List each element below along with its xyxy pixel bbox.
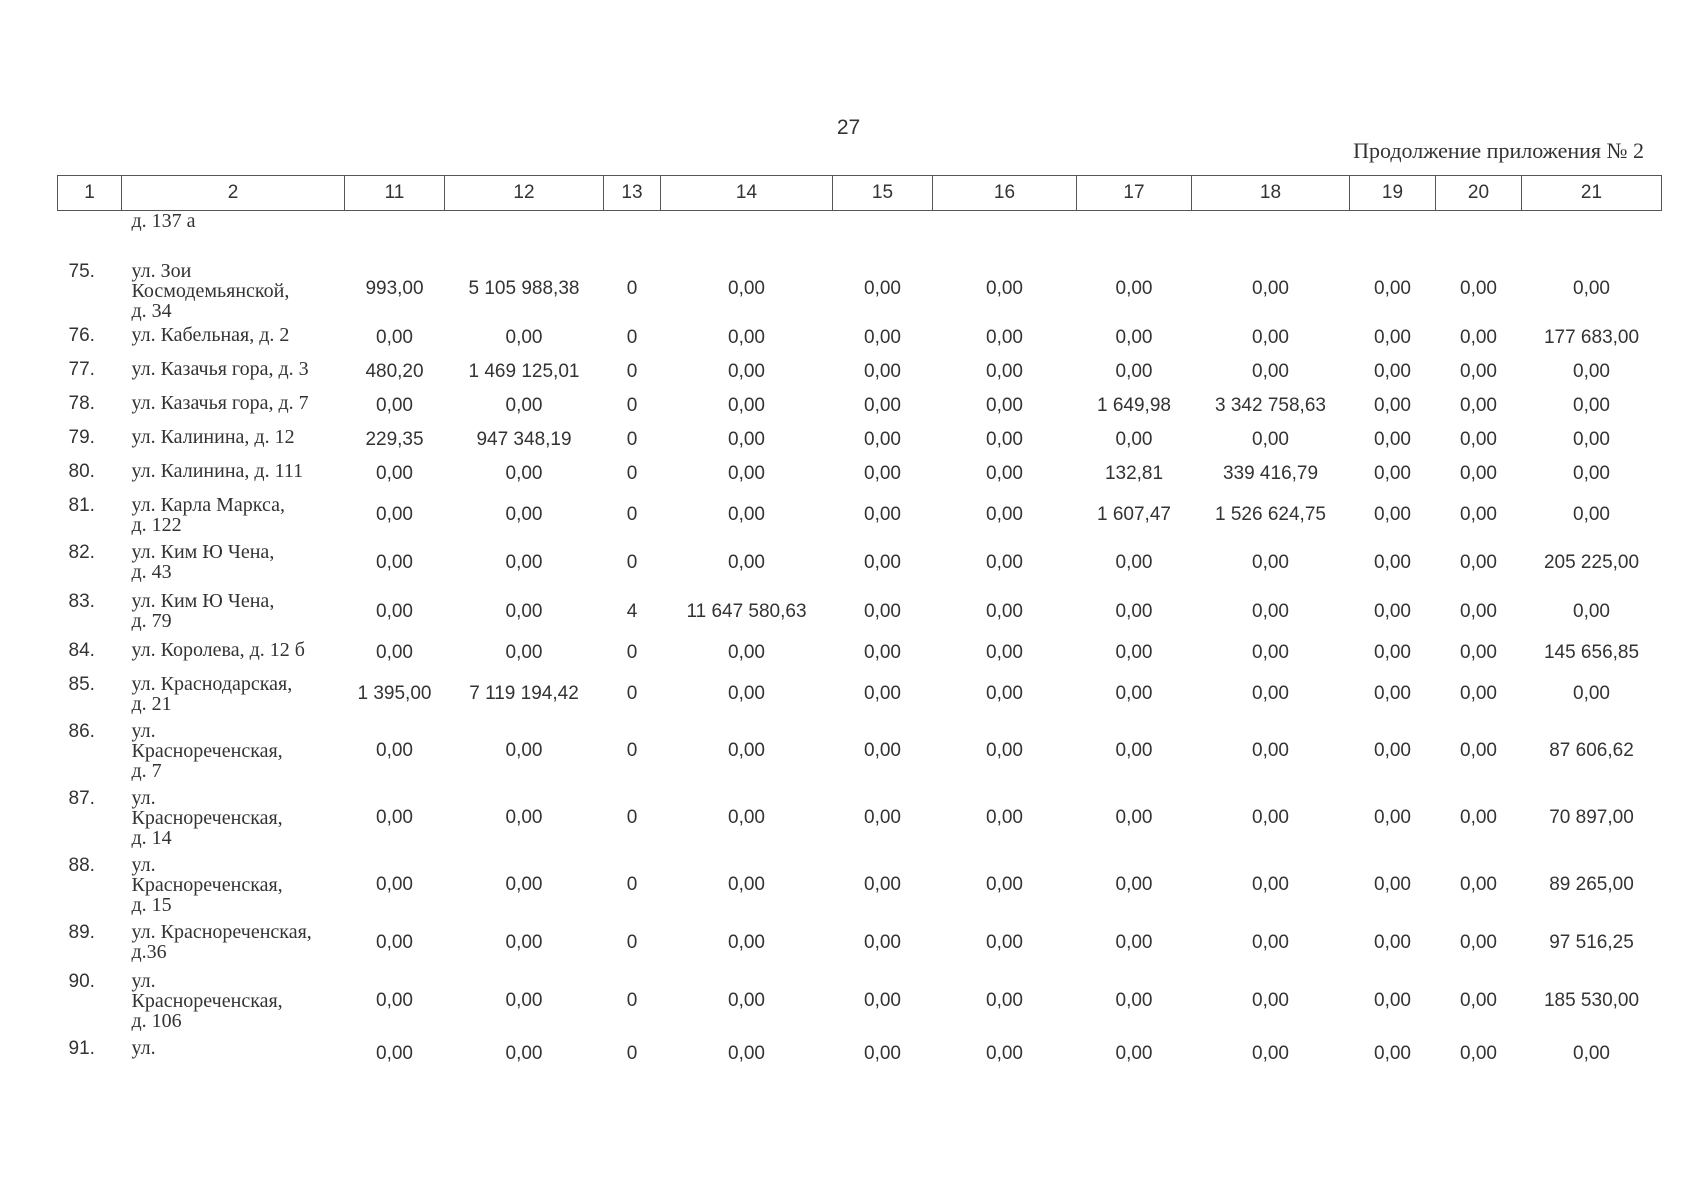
table-row [58, 389, 1662, 423]
value-cell-col-14: 0,00 [728, 642, 765, 663]
row-number: 80. [68, 460, 95, 482]
value-cell-col-21: 205 225,00 [1543, 551, 1640, 573]
table-row [58, 423, 1662, 457]
table-row [58, 587, 1662, 636]
value-cell-col-13: 0 [626, 278, 638, 299]
value-cell-col-19: 0,00 [1374, 600, 1411, 622]
value-cell-col-12: 0,00 [505, 739, 543, 761]
value-cell-col-17: 0,00 [1115, 278, 1153, 299]
address-cell: ул. Краснореченская, д. 106 [131, 969, 283, 1032]
value-cell-col-12: 0,00 [505, 395, 543, 416]
table-header [58, 176, 1662, 211]
value-cell-col-18: 0,00 [1252, 739, 1289, 761]
value-cell-col-13: 0 [626, 989, 638, 1011]
address-cell: ул. Краснореченская, д.36 [131, 920, 312, 963]
value-cell-col-11: 0,00 [376, 1043, 413, 1064]
value-cell-col-16: 0,00 [986, 551, 1023, 573]
table-row [58, 257, 1662, 321]
value-cell-col-15: 0,00 [864, 361, 901, 382]
value-cell-col-14: 0,00 [728, 989, 765, 1011]
value-cell-col-21: 0,00 [1573, 600, 1610, 622]
value-cell-col-21: 70 897,00 [1549, 806, 1634, 828]
value-cell-col-11: 1 395,00 [357, 682, 432, 704]
value-cell-col-19: 0,00 [1374, 642, 1411, 663]
value-cell-col-21: 87 606,62 [1549, 739, 1634, 761]
address-cell: ул. Казачья гора, д. 7 [131, 391, 309, 414]
page-number: 27 [836, 116, 861, 139]
value-cell-col-18: 0,00 [1252, 1043, 1289, 1064]
value-cell-col-11: 0,00 [376, 551, 413, 573]
value-cell-col-14: 0,00 [728, 395, 765, 416]
value-cell-col-15: 0,00 [864, 682, 901, 704]
value-cell-col-16: 0,00 [986, 931, 1023, 953]
table-row [58, 457, 1662, 491]
table-row [58, 717, 1662, 784]
column-header: 20 [1436, 176, 1522, 211]
value-cell-col-19: 0,00 [1374, 989, 1411, 1011]
value-cell-col-17: 0,00 [1115, 989, 1153, 1011]
value-cell-col-17: 0,00 [1115, 429, 1153, 450]
value-cell-col-18: 0,00 [1252, 278, 1289, 299]
value-cell-col-11: 480,20 [365, 361, 424, 382]
value-cell-col-17: 0,00 [1115, 806, 1153, 828]
value-cell-col-20: 0,00 [1460, 1043, 1497, 1064]
address-cell: ул. Королева, д. 12 б [131, 638, 305, 661]
value-cell-col-12: 947 348,19 [476, 429, 572, 450]
value-cell-col-19: 0,00 [1374, 806, 1411, 828]
value-cell-col-21: 177 683,00 [1543, 327, 1640, 348]
row-number: 82. [68, 541, 95, 563]
value-cell-col-12: 0,00 [505, 931, 543, 953]
column-header: 1 [58, 176, 122, 211]
value-cell-col-13: 0 [626, 739, 638, 761]
table-row [58, 918, 1662, 967]
table-row [58, 491, 1662, 538]
address-cell: ул. Краснореченская, д. 15 [131, 853, 283, 916]
row-number: 77. [68, 358, 95, 380]
row-number: 85. [68, 673, 95, 695]
column-header: 19 [1350, 176, 1436, 211]
value-cell-col-18: 0,00 [1252, 989, 1289, 1011]
value-cell-col-11: 993,00 [365, 278, 424, 299]
column-header: 14 [661, 176, 833, 211]
value-cell-col-16: 0,00 [986, 642, 1023, 663]
value-cell-col-18: 339 416,79 [1222, 463, 1319, 484]
value-cell-col-19: 0,00 [1374, 463, 1411, 484]
row-number: 89. [68, 921, 95, 943]
value-cell-col-15: 0,00 [864, 395, 901, 416]
value-cell-col-17: 0,00 [1115, 642, 1153, 663]
value-cell-col-11: 0,00 [376, 463, 413, 484]
value-cell-col-15: 0,00 [864, 503, 901, 525]
address-cell: ул. Краснодарская, д. 21 [131, 672, 293, 715]
value-cell-col-16: 0,00 [986, 327, 1023, 348]
value-cell-col-15: 0,00 [864, 989, 901, 1011]
row-number: 76. [68, 324, 95, 346]
value-cell-col-13: 0 [626, 361, 638, 382]
column-header: 13 [604, 176, 661, 211]
value-cell-col-18: 0,00 [1252, 327, 1289, 348]
column-header: 12 [445, 176, 604, 211]
value-cell-col-11: 0,00 [376, 503, 413, 525]
value-cell-col-16: 0,00 [986, 600, 1023, 622]
value-cell-col-19: 0,00 [1374, 361, 1411, 382]
address-cell: ул. Ким Ю Чена, д. 79 [131, 589, 275, 632]
value-cell-col-13: 0 [626, 503, 638, 525]
value-cell-col-20: 0,00 [1460, 739, 1497, 761]
value-cell-col-15: 0,00 [864, 551, 901, 573]
value-cell-col-12: 1 469 125,01 [468, 361, 580, 382]
value-cell-col-14: 0,00 [728, 503, 765, 525]
value-cell-col-19: 0,00 [1374, 503, 1411, 525]
value-cell-col-12: 0,00 [505, 463, 543, 484]
value-cell-col-15: 0,00 [864, 739, 901, 761]
value-cell-col-17: 0,00 [1115, 739, 1153, 761]
column-header: 18 [1192, 176, 1350, 211]
value-cell-col-12: 7 119 194,42 [469, 682, 579, 704]
value-cell-col-12: 5 105 988,38 [468, 278, 580, 299]
value-cell-col-12: 0,00 [505, 503, 543, 525]
address-cell: ул. Калинина, д. 111 [131, 459, 304, 482]
value-cell-col-18: 0,00 [1252, 429, 1289, 450]
value-cell-col-21: 0,00 [1573, 278, 1610, 299]
value-cell-col-14: 0,00 [728, 1043, 765, 1064]
value-cell-col-17: 1 607,47 [1097, 503, 1171, 525]
row-number: 79. [68, 426, 95, 448]
table-row [58, 321, 1662, 355]
column-header: 2 [122, 176, 345, 211]
value-cell-col-12: 0,00 [505, 642, 543, 663]
value-cell-col-21: 0,00 [1573, 682, 1610, 704]
value-cell-col-17: 0,00 [1115, 873, 1153, 895]
value-cell-col-16: 0,00 [986, 739, 1023, 761]
value-cell-col-13: 0 [626, 551, 638, 573]
value-cell-col-13: 0 [626, 327, 638, 348]
value-cell-col-14: 0,00 [728, 361, 765, 382]
column-header: 15 [833, 176, 933, 211]
value-cell-col-19: 0,00 [1374, 429, 1411, 450]
value-cell-col-13: 0 [626, 463, 638, 484]
value-cell-col-20: 0,00 [1460, 600, 1497, 622]
address-cell: ул. Карла Маркса, д. 122 [131, 493, 286, 536]
value-cell-col-20: 0,00 [1460, 463, 1497, 484]
value-cell-col-16: 0,00 [986, 503, 1023, 525]
row-number: 86. [68, 720, 95, 742]
value-cell-col-21: 97 516,25 [1549, 931, 1634, 953]
value-cell-col-15: 0,00 [864, 1043, 901, 1064]
continuation-address: д. 137 а [131, 210, 196, 232]
value-cell-col-13: 0 [626, 395, 638, 416]
value-cell-col-21: 0,00 [1573, 1043, 1610, 1064]
value-cell-col-16: 0,00 [986, 806, 1023, 828]
value-cell-col-18: 0,00 [1252, 873, 1289, 895]
value-cell-col-11: 0,00 [376, 873, 413, 895]
row-number: 87. [68, 787, 95, 809]
value-cell-col-12: 0,00 [505, 806, 543, 828]
value-cell-col-20: 0,00 [1460, 931, 1497, 953]
value-cell-col-18: 0,00 [1252, 806, 1289, 828]
value-cell-col-13: 0 [626, 1043, 638, 1064]
value-cell-col-13: 0 [626, 806, 638, 828]
value-cell-col-11: 229,35 [365, 429, 424, 450]
value-cell-col-20: 0,00 [1460, 278, 1497, 299]
address-cell: ул. Ким Ю Чена, д. 43 [131, 540, 275, 583]
value-cell-col-21: 185 530,00 [1543, 989, 1640, 1011]
value-cell-col-16: 0,00 [986, 361, 1023, 382]
value-cell-col-14: 0,00 [728, 873, 765, 895]
address-cell: ул. Калинина, д. 12 [131, 425, 295, 448]
column-header: 17 [1077, 176, 1192, 211]
address-cell: ул. Кабельная, д. 2 [131, 323, 290, 346]
value-cell-col-20: 0,00 [1460, 642, 1497, 663]
value-cell-col-20: 0,00 [1460, 503, 1497, 525]
value-cell-col-17: 132,81 [1104, 463, 1164, 484]
table-row [58, 851, 1662, 918]
value-cell-col-11: 0,00 [376, 600, 413, 622]
value-cell-col-11: 0,00 [376, 806, 413, 828]
value-cell-col-19: 0,00 [1374, 873, 1411, 895]
value-cell-col-16: 0,00 [986, 429, 1023, 450]
value-cell-col-18: 0,00 [1252, 551, 1289, 573]
value-cell-col-18: 0,00 [1252, 931, 1289, 953]
value-cell-col-14: 0,00 [728, 739, 765, 761]
value-cell-col-19: 0,00 [1374, 395, 1411, 416]
value-cell-col-20: 0,00 [1460, 873, 1497, 895]
table-row [58, 784, 1662, 851]
value-cell-col-15: 0,00 [864, 873, 901, 895]
value-cell-col-16: 0,00 [986, 682, 1023, 704]
value-cell-col-13: 0 [626, 429, 638, 450]
value-cell-col-12: 0,00 [505, 1043, 543, 1064]
value-cell-col-19: 0,00 [1374, 278, 1411, 299]
table-row [58, 1034, 1662, 1074]
value-cell-col-14: 0,00 [728, 931, 765, 953]
value-cell-col-18: 1 526 624,75 [1215, 503, 1326, 525]
value-cell-col-20: 0,00 [1460, 551, 1497, 573]
value-cell-col-12: 0,00 [505, 327, 543, 348]
value-cell-col-15: 0,00 [864, 642, 901, 663]
value-cell-col-21: 0,00 [1573, 361, 1610, 382]
value-cell-col-14: 0,00 [728, 429, 765, 450]
row-number: 91. [68, 1037, 95, 1059]
value-cell-col-15: 0,00 [864, 931, 901, 953]
value-cell-col-14: 0,00 [728, 463, 765, 484]
value-cell-col-21: 0,00 [1573, 463, 1610, 484]
row-number: 78. [68, 392, 95, 414]
value-cell-col-13: 0 [626, 873, 638, 895]
row-number: 75. [68, 260, 95, 282]
value-cell-col-16: 0,00 [986, 873, 1023, 895]
value-cell-col-14: 0,00 [728, 682, 765, 704]
table-row [58, 636, 1662, 670]
column-header: 16 [933, 176, 1077, 211]
row-number: 84. [68, 639, 95, 661]
address-cell: ул. Краснореченская, д. 14 [131, 786, 283, 849]
value-cell-col-14: 11 647 580,63 [686, 600, 807, 622]
value-cell-col-15: 0,00 [864, 600, 901, 622]
value-cell-col-12: 0,00 [505, 873, 543, 895]
value-cell-col-13: 4 [626, 600, 638, 622]
value-cell-col-19: 0,00 [1374, 327, 1411, 348]
table-row [58, 670, 1662, 717]
table-body [58, 211, 1662, 1074]
address-cell: ул. Казачья гора, д. 3 [131, 357, 309, 380]
value-cell-col-21: 0,00 [1573, 503, 1610, 525]
value-cell-col-20: 0,00 [1460, 429, 1497, 450]
address-cell: ул. Краснореченская, д. 7 [131, 719, 283, 782]
column-header: 11 [345, 176, 445, 211]
value-cell-col-14: 0,00 [728, 327, 765, 348]
value-cell-col-20: 0,00 [1460, 806, 1497, 828]
value-cell-col-16: 0,00 [986, 463, 1023, 484]
value-cell-col-11: 0,00 [376, 327, 413, 348]
value-cell-col-17: 0,00 [1115, 551, 1153, 573]
value-cell-col-16: 0,00 [986, 1043, 1023, 1064]
address-cell: ул. [131, 1036, 156, 1059]
value-cell-col-14: 0,00 [728, 806, 765, 828]
table-row [58, 967, 1662, 1034]
value-cell-col-16: 0,00 [986, 989, 1023, 1011]
value-cell-col-19: 0,00 [1374, 931, 1411, 953]
row-number: 88. [68, 854, 95, 876]
value-cell-col-17: 0,00 [1115, 682, 1153, 704]
value-cell-col-15: 0,00 [864, 463, 901, 484]
continuation-row [58, 211, 1662, 257]
value-cell-col-15: 0,00 [864, 429, 901, 450]
value-cell-col-20: 0,00 [1460, 682, 1497, 704]
value-cell-col-21: 0,00 [1573, 395, 1610, 416]
value-cell-col-17: 0,00 [1115, 327, 1153, 348]
value-cell-col-18: 0,00 [1252, 642, 1289, 663]
table-row [58, 538, 1662, 587]
value-cell-col-13: 0 [626, 931, 638, 953]
value-cell-col-21: 0,00 [1573, 429, 1610, 450]
column-header: 21 [1522, 176, 1662, 211]
address-cell: ул. Зои Космодемьянской, д. 34 [131, 259, 290, 322]
value-cell-col-16: 0,00 [986, 395, 1023, 416]
value-cell-col-11: 0,00 [376, 931, 413, 953]
value-cell-col-20: 0,00 [1460, 327, 1497, 348]
value-cell-col-21: 145 656,85 [1543, 642, 1640, 663]
value-cell-col-13: 0 [626, 682, 638, 704]
value-cell-col-18: 0,00 [1252, 600, 1289, 622]
value-cell-col-11: 0,00 [376, 989, 413, 1011]
value-cell-col-17: 0,00 [1115, 361, 1153, 382]
value-cell-col-12: 0,00 [505, 989, 543, 1011]
value-cell-col-20: 0,00 [1460, 989, 1497, 1011]
row-number: 81. [68, 494, 95, 516]
value-cell-col-15: 0,00 [864, 327, 901, 348]
value-cell-col-21: 89 265,00 [1549, 873, 1634, 895]
value-cell-col-12: 0,00 [505, 600, 543, 622]
value-cell-col-14: 0,00 [728, 278, 765, 299]
value-cell-col-17: 1 649,98 [1097, 395, 1171, 416]
value-cell-col-17: 0,00 [1115, 600, 1153, 622]
value-cell-col-20: 0,00 [1460, 395, 1497, 416]
value-cell-col-17: 0,00 [1115, 1043, 1153, 1064]
value-cell-col-20: 0,00 [1460, 361, 1497, 382]
value-cell-col-18: 3 342 758,63 [1215, 395, 1326, 416]
value-cell-col-19: 0,00 [1374, 1043, 1411, 1064]
value-cell-col-16: 0,00 [986, 278, 1023, 299]
value-cell-col-11: 0,00 [376, 642, 413, 663]
value-cell-col-19: 0,00 [1374, 682, 1411, 704]
row-number: 83. [68, 590, 95, 612]
row-number: 90. [68, 970, 95, 992]
value-cell-col-15: 0,00 [864, 806, 901, 828]
value-cell-col-19: 0,00 [1374, 551, 1411, 573]
appendix-continuation-note: Продолжение приложения № 2 [1353, 138, 1644, 163]
value-cell-col-18: 0,00 [1252, 682, 1289, 704]
value-cell-col-12: 0,00 [505, 551, 543, 573]
value-cell-col-18: 0,00 [1252, 361, 1289, 382]
value-cell-col-17: 0,00 [1115, 931, 1153, 953]
value-cell-col-15: 0,00 [864, 278, 901, 299]
value-cell-col-19: 0,00 [1374, 739, 1411, 761]
value-cell-col-13: 0 [626, 642, 638, 663]
data-table [57, 175, 1662, 1074]
value-cell-col-11: 0,00 [376, 739, 413, 761]
value-cell-col-11: 0,00 [376, 395, 413, 416]
value-cell-col-14: 0,00 [728, 551, 765, 573]
table-row [58, 355, 1662, 389]
